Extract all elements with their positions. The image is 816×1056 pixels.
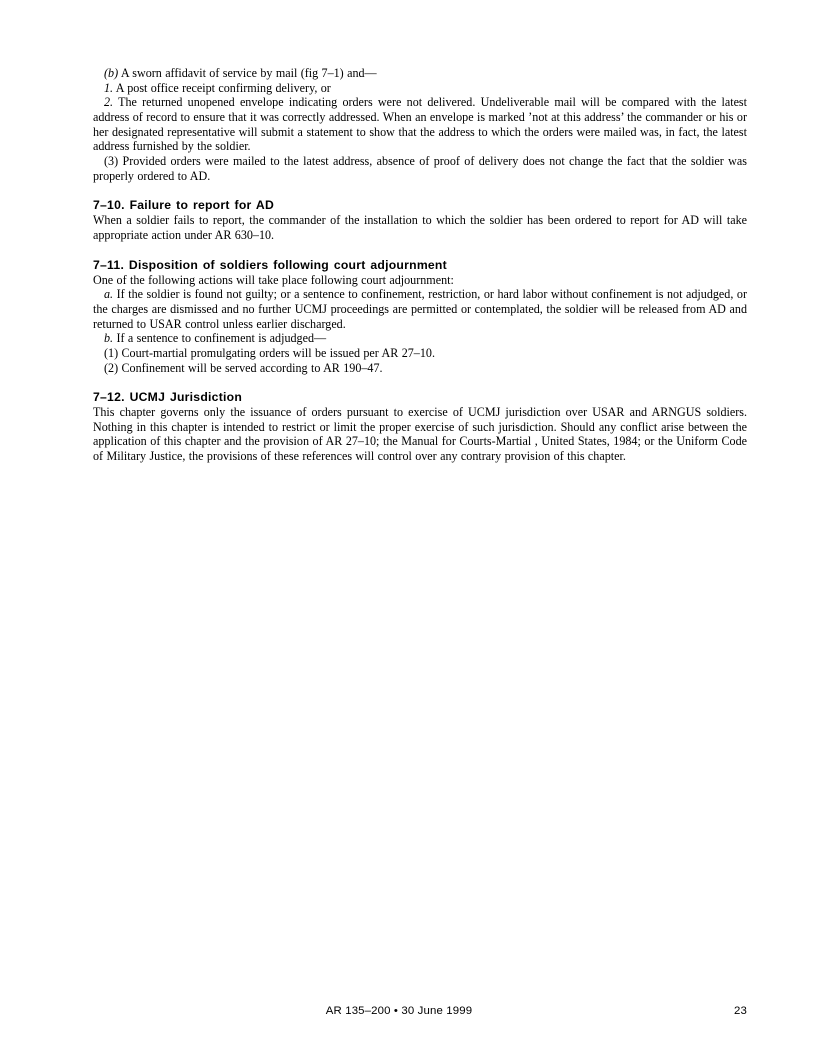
section-spacer — [93, 375, 747, 390]
section-7-11-item-2: (2) Confinement will be served according to AR 190–47. — [104, 360, 383, 375]
paragraph-1-label: 1. — [104, 80, 114, 95]
section-7-12-paragraph: This chapter governs only the issuance of orders pursuant to exercise of UCMJ jurisdiction over USAR and ARNGUS soldiers. Nothing in this chapter is intended to restrict or limit the proper exercise of such jurisdiction. Should any conflict arise between the application of this chapter and the provision of AR 27–10; the Manual for Courts-Martial , United States, 1984; or the Uniform Code of Military Justice, the provisions of these references will control over any contrary provision of this chapter. — [93, 405, 747, 464]
paragraph-b-text: A sworn affidavit of service by mail (fig 7–1) and— — [118, 66, 377, 80]
page-footer — [93, 1003, 747, 1019]
paragraph-2-label: 2. — [104, 95, 114, 110]
item-b-label: b. — [104, 331, 114, 346]
section-spacer — [93, 243, 747, 258]
paragraph-1 — [93, 81, 747, 96]
item-b-text: If a sentence to confinement is adjudged— — [113, 331, 327, 346]
paragraph-1-text: A post office receipt confirming delivery, or — [113, 80, 331, 95]
paragraph-b-label: (b) — [104, 66, 119, 80]
page-content — [93, 66, 747, 464]
item-a-text: If the soldier is found not guilty; or a sentence to confinement, restriction, or hard labor without confinement is not adjudged, or the charges are dismissed and no further UCMJ proceedings are permitted or contemplated, the soldier will be released from AD and returned to USAR control unless earlier discharged. — [93, 287, 747, 331]
section-7-11-item-1: (1) Court-martial promulgating orders will be issued per AR 27–10. — [104, 345, 435, 360]
paragraph-2-text: The returned unopened envelope indicating orders were not delivered. Undeliverable mail will be compared with the latest address of record to ensure that it was correctly addressed. When an envelope is marked ’not at this address’ the commander or his or her designated representative will submit a statement to show that the address to which the orders were mailed was, in fact, the latest address furnished by the soldier. — [93, 95, 747, 154]
footer-regulation: AR 135–200 • 30 June 1999 — [325, 1005, 473, 1017]
section-spacer — [93, 183, 747, 198]
section-7-11-item-b — [93, 331, 747, 346]
section-heading-7-12: 7–12. UCMJ Jurisdiction — [93, 390, 243, 405]
section-7-11-intro: One of the following actions will take place following court adjournment: — [93, 272, 454, 287]
item-a-label: a. — [104, 287, 114, 302]
footer-page-number: 23 — [734, 1005, 747, 1017]
paragraph-b — [93, 66, 747, 81]
paragraph-2 — [93, 95, 747, 154]
section-heading-7-10: 7–10. Failure to report for AD — [93, 198, 275, 213]
section-7-10-paragraph: When a soldier fails to report, the commander of the installation to which the soldier has been ordered to report for AD will take appropriate action under AR 630–10. — [93, 213, 747, 242]
section-heading-7-11: 7–11. Disposition of soldiers following court adjournment — [93, 257, 447, 272]
paragraph-3: (3) Provided orders were mailed to the latest address, absence of proof of delivery does not change the fact that the soldier was properly ordered to AD. — [93, 153, 747, 183]
section-7-11-item-a — [93, 287, 747, 331]
